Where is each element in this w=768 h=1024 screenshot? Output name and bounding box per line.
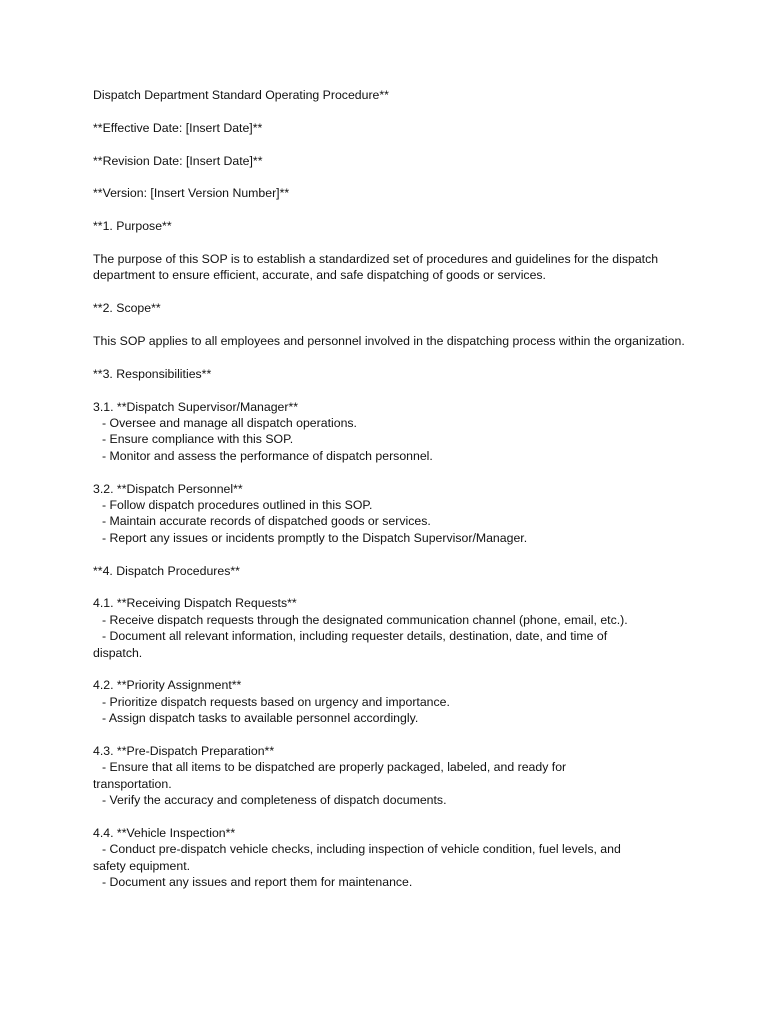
scope-heading: **2. Scope**: [93, 301, 161, 316]
list-item: - Follow dispatch procedures outlined in this SOP.: [102, 498, 373, 512]
list-item: - Verify the accuracy and completeness of dispatch documents.: [102, 793, 447, 808]
list-item: - Ensure that all items to be dispatched are properly packaged, labeled, and ready for: [102, 760, 567, 775]
version-line: **Version: [Insert Version Number]**: [93, 186, 290, 201]
purpose-heading: **1. Purpose**: [93, 219, 172, 234]
list-item: - Conduct pre-dispatch vehicle checks, including inspection of vehicle condition, fuel levels, and: [102, 842, 621, 857]
list-item: - Oversee and manage all dispatch operations.: [102, 415, 357, 430]
priority-section: [93, 677, 693, 726]
list-item-continuation: safety equipment.: [93, 858, 191, 873]
priority-title: 4.2. **Priority Assignment**: [93, 678, 242, 693]
procedures-heading: **4. Dispatch Procedures**: [93, 563, 240, 578]
list-item: - Document all relevant information, including requester details, destination, date, and time of: [102, 629, 608, 644]
scope-body: This SOP applies to all employees and personnel involved in the dispatching process within the organization.: [93, 333, 685, 348]
list-item: - Monitor and assess the performance of dispatch personnel.: [102, 448, 433, 463]
receiving-section: [93, 595, 693, 661]
supervisor-title: 3.1. **Dispatch Supervisor/Manager**: [93, 399, 299, 414]
inspection-title: 4.4. **Vehicle Inspection**: [93, 826, 236, 841]
inspection-section: [93, 825, 693, 891]
responsibilities-heading: **3. Responsibilities**: [93, 366, 212, 381]
list-item-continuation: transportation.: [93, 776, 172, 791]
personnel-section: [93, 481, 693, 547]
personnel-title: 3.2. **Dispatch Personnel**: [93, 481, 243, 496]
list-item: - Report any issues or incidents promptly to the Dispatch Supervisor/Manager.: [102, 530, 528, 545]
document-page: [93, 87, 693, 907]
list-item-continuation: dispatch.: [93, 645, 143, 660]
list-item: - Maintain accurate records of dispatched goods or services.: [102, 514, 431, 529]
effective-date: **Effective Date: [Insert Date]**: [93, 120, 263, 135]
preparation-title: 4.3. **Pre-Dispatch Preparation**: [93, 744, 275, 759]
supervisor-section: [93, 399, 693, 465]
list-item: - Assign dispatch tasks to available personnel accordingly.: [102, 711, 419, 726]
list-item: - Receive dispatch requests through the designated communication channel (phone, email, etc.).: [102, 612, 628, 627]
list-item: - Ensure compliance with this SOP.: [102, 432, 294, 447]
preparation-section: [93, 743, 693, 809]
document-title: Dispatch Department Standard Operating Procedure**: [93, 88, 389, 102]
list-item: - Prioritize dispatch requests based on urgency and importance.: [102, 694, 450, 709]
receiving-title: 4.1. **Receiving Dispatch Requests**: [93, 596, 297, 611]
list-item: - Document any issues and report them for maintenance.: [102, 875, 413, 890]
revision-date: **Revision Date: [Insert Date]**: [93, 153, 263, 168]
purpose-body: The purpose of this SOP is to establish a standardized set of procedures and guidelines for the dispatch department to ensure efficient, accurate, and safe dispatching of goods or services.: [93, 251, 662, 283]
